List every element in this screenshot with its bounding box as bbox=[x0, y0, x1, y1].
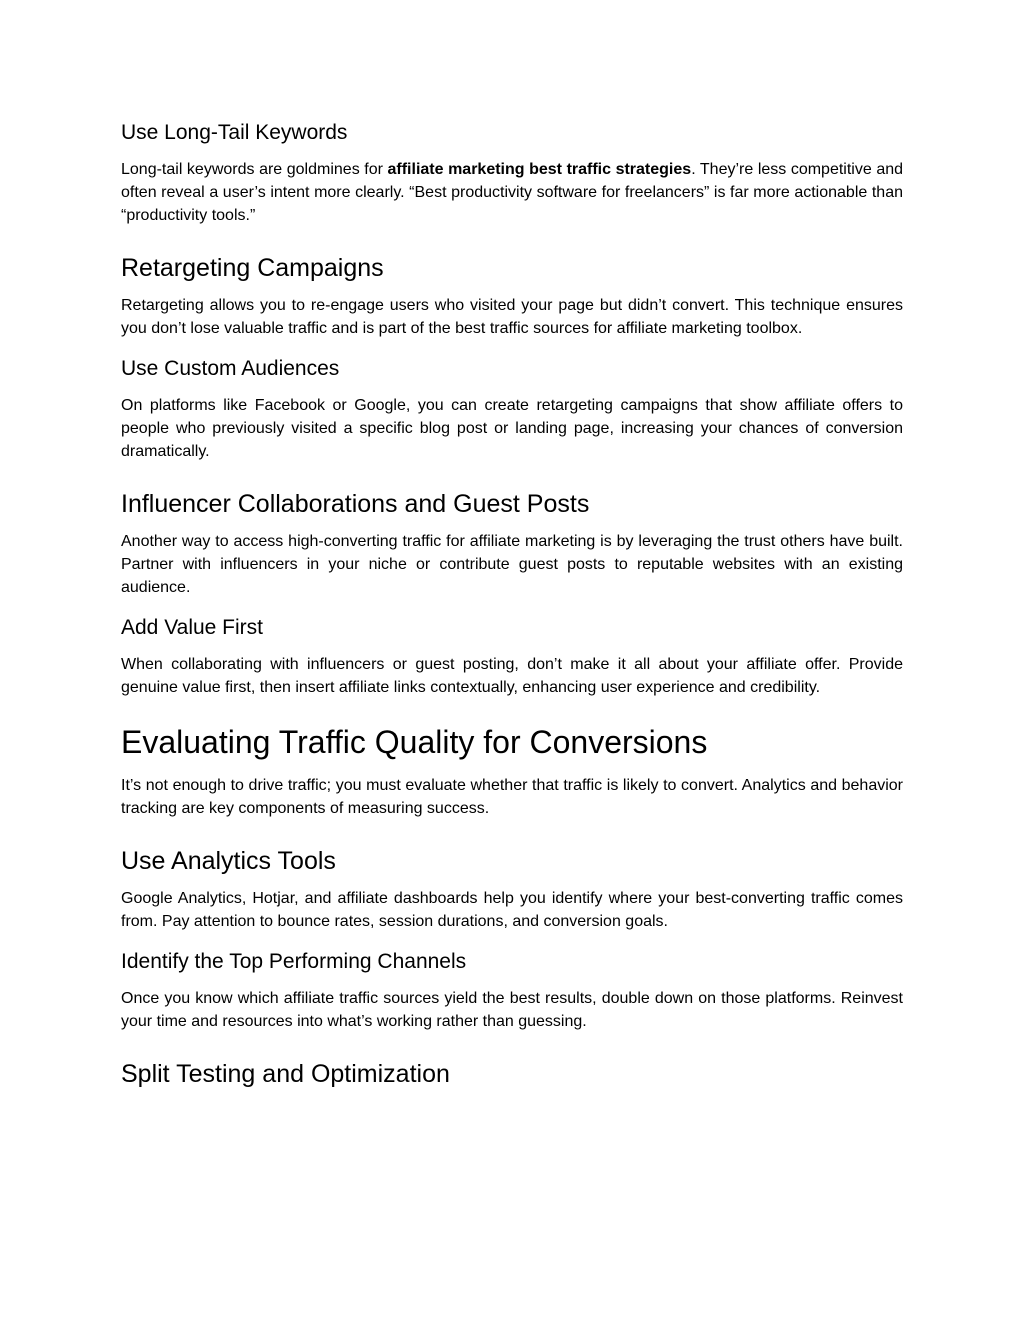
paragraph-add-value: When collaborating with influencers or guest posting, don’t make it all about your affiliate offer. Provide genuine value first, then insert affiliate links contextually, enhancing user experience and credibility. bbox=[121, 656, 903, 696]
heading-use-long-tail-keywords: Use Long-Tail Keywords bbox=[121, 121, 348, 144]
heading-add-value-first: Add Value First bbox=[121, 616, 264, 639]
paragraph-long-tail-keywords bbox=[121, 158, 903, 227]
heading-use-analytics-tools: Use Analytics Tools bbox=[121, 847, 336, 875]
paragraph-custom-audiences: On platforms like Facebook or Google, you can create retargeting campaigns that show affiliate offers to people who previously visited a specific blog post or landing page, increasing your chances of conversion dramatically. bbox=[121, 397, 903, 460]
heading-evaluating-traffic-quality: Evaluating Traffic Quality for Conversions bbox=[121, 724, 708, 760]
heading-top-performing-channels: Identify the Top Performing Channels bbox=[121, 950, 467, 973]
paragraph-analytics-tools: Google Analytics, Hotjar, and affiliate dashboards help you identify where your best-converting traffic comes from. Pay attention to bounce rates, session durations, and conversion goals. bbox=[121, 890, 903, 930]
heading-influencer-collaborations: Influencer Collaborations and Guest Posts bbox=[121, 490, 590, 518]
paragraph-top-channels: Once you know which affiliate traffic sources yield the best results, double down on those platforms. Reinvest your time and resources into what’s working rather than guessing. bbox=[121, 990, 903, 1030]
heading-split-testing: Split Testing and Optimization bbox=[121, 1060, 450, 1088]
paragraph-text: Long-tail keywords are goldmines for bbox=[121, 161, 388, 178]
paragraph-text: . They’re less competitive and often reveal a user’s intent more clearly. “Best productivity software for freelancers” is far more actionable than “productivity tools.” bbox=[121, 161, 904, 224]
bold-phrase: affiliate marketing best traffic strategies bbox=[387, 161, 692, 178]
paragraph-influencer: Another way to access high-converting traffic for affiliate marketing is by leveraging the trust others have built. Partner with influencers in your niche or contribute guest posts to reputable websites with an existing audience. bbox=[121, 533, 903, 596]
paragraph-retargeting: Retargeting allows you to re-engage users who visited your page but didn’t convert. This technique ensures you don’t lose valuable traffic and is part of the best traffic sources for affiliate marketing toolbox. bbox=[121, 297, 903, 337]
heading-use-custom-audiences: Use Custom Audiences bbox=[121, 357, 340, 380]
heading-retargeting-campaigns: Retargeting Campaigns bbox=[121, 254, 384, 282]
paragraph-evaluating: It’s not enough to drive traffic; you must evaluate whether that traffic is likely to convert. Analytics and behavior tracking are key components of measuring success. bbox=[121, 777, 903, 817]
